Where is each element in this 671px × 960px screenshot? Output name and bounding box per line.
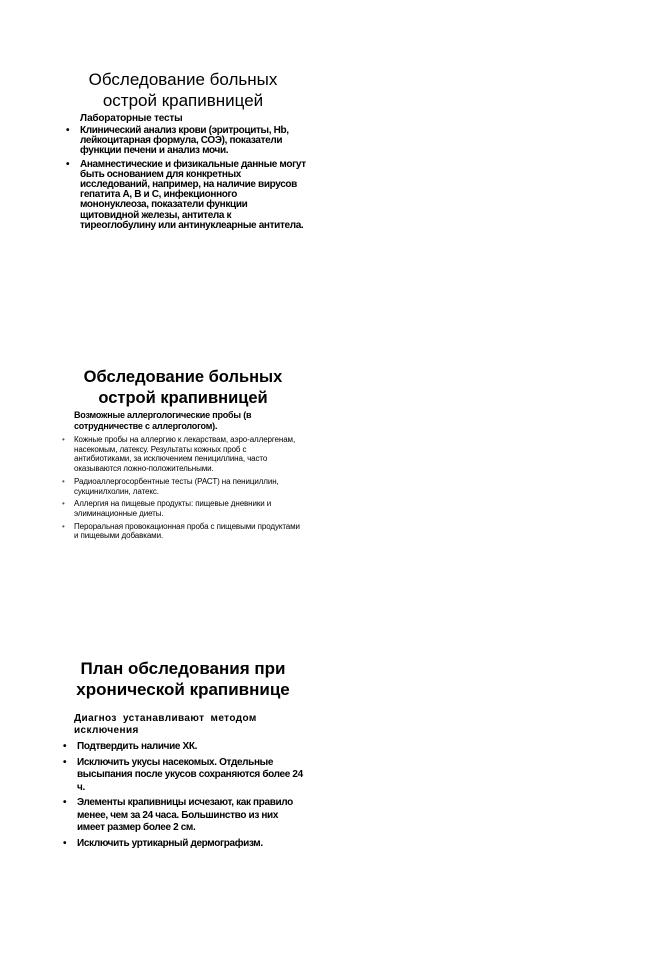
list-item	[63, 838, 303, 851]
title-line-2: хронической крапивнице	[76, 680, 290, 699]
slide-title	[0, 69, 366, 111]
bullet-icon: •	[62, 521, 65, 531]
title-line-1: План обследования при	[80, 659, 286, 678]
bullet-list	[63, 741, 303, 853]
list-item	[63, 797, 303, 835]
list-item-text: Радиоаллергосорбентные тесты (РАСТ) на пенициллин, сукцинилхолин, латекс.	[74, 476, 279, 496]
list-item	[62, 522, 302, 541]
bullet-icon: •	[66, 158, 70, 170]
bullet-icon: •	[62, 435, 65, 444]
bullet-icon: •	[63, 837, 67, 849]
list-item	[66, 126, 306, 157]
slide-subtitle: Возможные аллергологические пробы (в сотрудничестве с аллергологом).	[74, 410, 252, 431]
slide-subtitle: Лабораторные тесты	[80, 113, 183, 124]
slide-title	[0, 367, 366, 409]
title-line-2: острой крапивницей	[98, 389, 268, 407]
list-item-text: Подтвердить наличие ХК.	[77, 741, 198, 752]
bullet-icon: •	[63, 797, 67, 808]
list-item	[62, 435, 302, 474]
bullet-icon: •	[66, 125, 70, 136]
list-item-text: Анамнестические и физикальные данные могут быть основанием для конкретных исследований, например, на наличие вирусов гепатита А, В и С, инфекционного мононуклеоза, показатели функции щитовидной железы, антитела к тиреоглобулину или антинуклеарные антитела.	[80, 158, 306, 231]
slide-subtitle: Диагноз устанавливают методом исключения	[74, 713, 257, 736]
list-item-text: Элементы крапивницы исчезают, как правило менее, чем за 24 часа. Большинство из них имеет размер более 2 см.	[77, 797, 293, 833]
list-item-text: Кожные пробы на аллергию к лекарствам, аэро-аллергенам, насекомым, латексу. Результаты кожных проб с антибиотиками, за исключением пенициллина, часто оказываются ложно-положительными.	[74, 435, 296, 474]
list-item	[66, 160, 306, 231]
bullet-list	[62, 435, 302, 544]
bullet-icon: •	[62, 476, 65, 486]
list-item-text: Аллергия на пищевые продукты: пищевые дневники и элиминационные диеты.	[74, 499, 272, 518]
bullet-icon: •	[62, 499, 65, 509]
bullet-icon: •	[63, 756, 67, 768]
title-line-1: Обследование больных	[83, 368, 283, 386]
list-item	[63, 757, 303, 795]
bullet-list	[66, 126, 306, 234]
list-item-text: Пероральная провокационная проба с пищевыми продуктами и пищевыми добавками.	[74, 521, 300, 541]
title-line-2: острой крапивницей	[102, 91, 264, 110]
list-item	[62, 499, 302, 518]
list-item-text: Клинический анализ крови (эритроциты, Нb, лейкоцитарная формула, СОЭ), показатели функции печени и анализ мочи.	[80, 125, 289, 157]
list-item-text: Исключить укусы насекомых. Отдельные высыпания после укусов сохраняются более 24 ч.	[77, 756, 303, 793]
slide-title	[0, 658, 366, 700]
bullet-icon: •	[63, 741, 67, 752]
title-line-1: Обследование больных	[88, 70, 278, 89]
list-item	[62, 477, 302, 496]
list-item	[63, 741, 303, 754]
list-item-text: Исключить уртикарный дермографизм.	[77, 837, 263, 849]
